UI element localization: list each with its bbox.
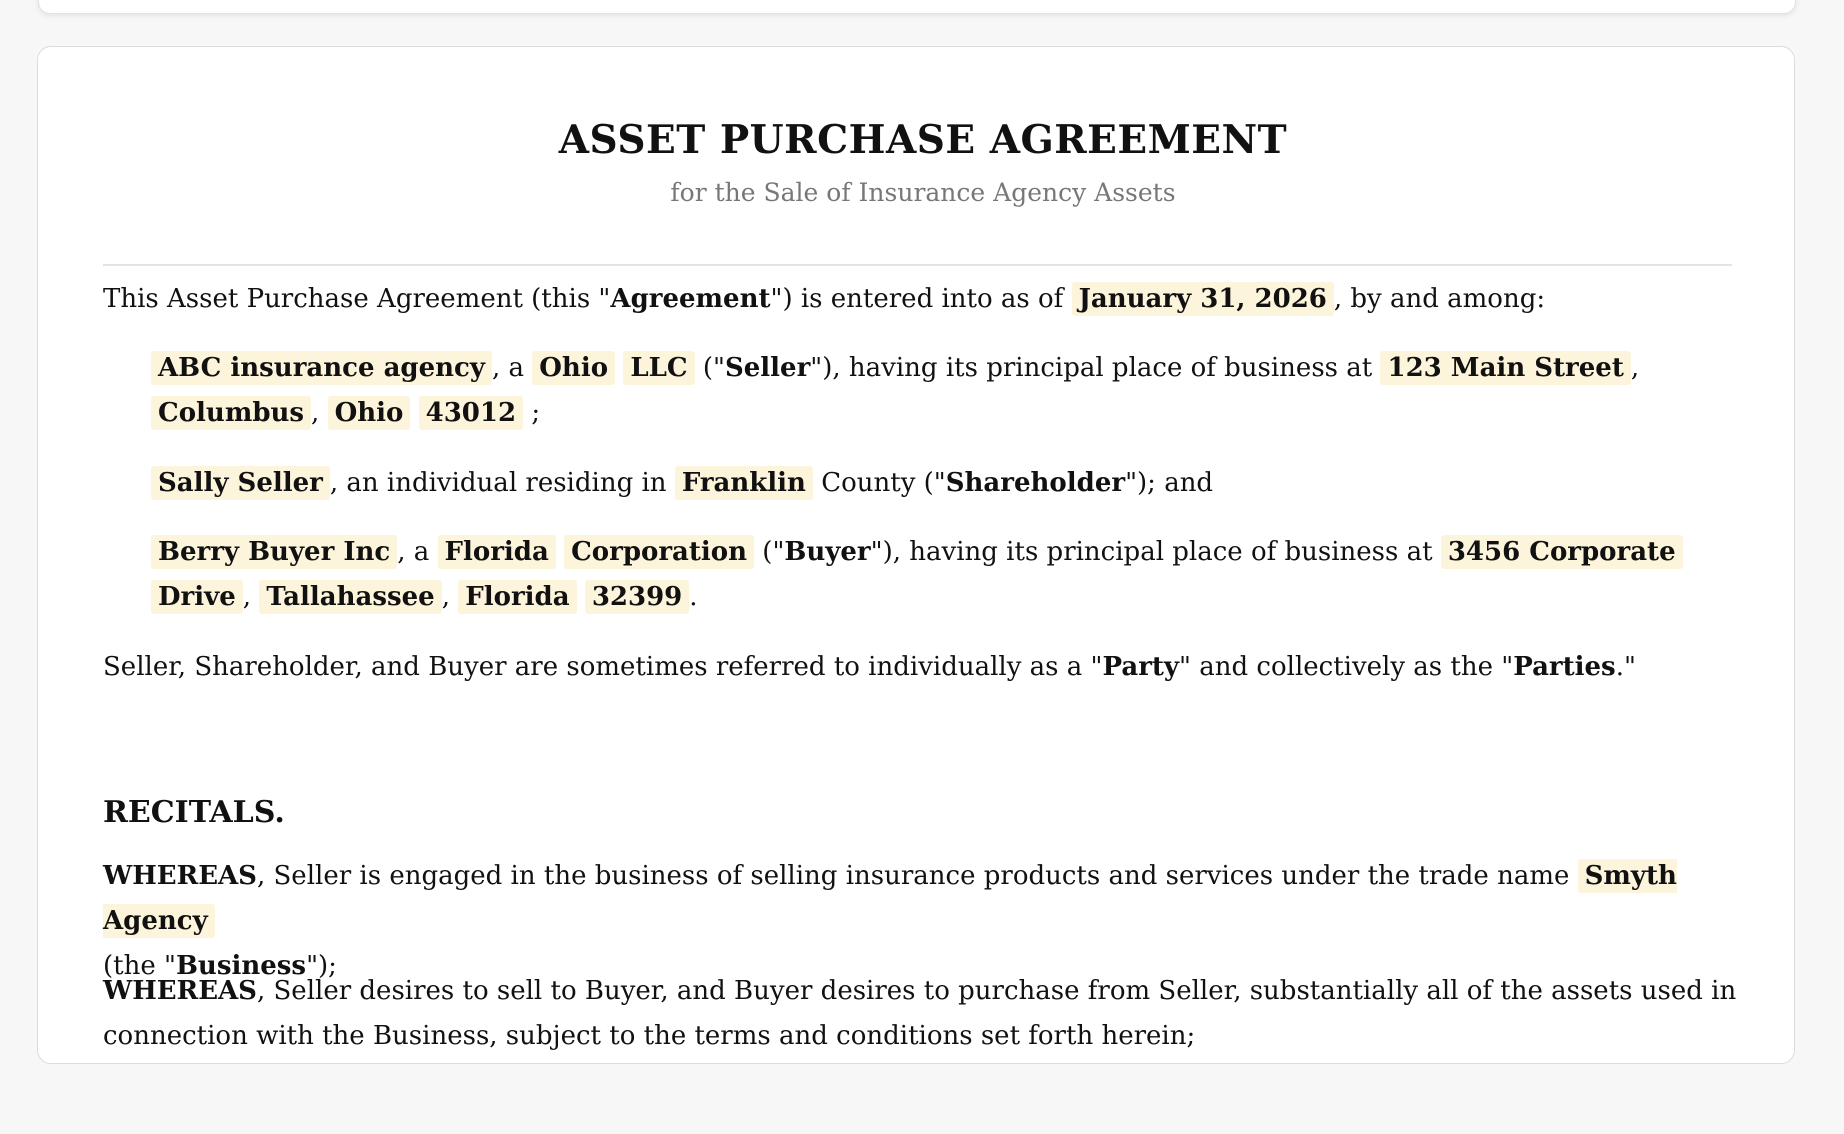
seller-paragraph: ABC insurance agency , a Ohio LLC ("Seller"), having its principal place of business at 123 Main Street , Columbus , Ohio 43012 ;	[151, 346, 1743, 436]
document-card	[37, 46, 1795, 1064]
recital-2: WHEREAS, Seller desires to sell to Buyer, and Buyer desires to purchase from Seller, substantially all of the assets used in connection with the Business, subject to the terms and conditions set forth herein;	[103, 976, 1737, 1051]
term-shareholder: Shareholder	[945, 468, 1126, 498]
field-shareholder-county[interactable]: Franklin	[675, 466, 813, 500]
whereas-1: WHEREAS	[103, 861, 257, 891]
field-seller-name[interactable]: ABC insurance agency	[151, 351, 492, 385]
title-divider	[103, 264, 1732, 266]
field-trade-name[interactable]: Smyth Agency	[103, 861, 1677, 936]
field-buyer-state[interactable]: Florida	[438, 535, 556, 569]
intro-paragraph: This Asset Purchase Agreement (this "Agreement") is entered into as of January 31, 2026 , by and among:	[103, 284, 1546, 314]
field-buyer-street[interactable]: 3456 Corporate	[1441, 535, 1683, 569]
field-shareholder-name[interactable]: Sally Seller	[151, 466, 330, 500]
whereas-2: WHEREAS	[103, 976, 257, 1006]
previous-card	[38, 0, 1796, 14]
field-seller-entity-type[interactable]: LLC	[623, 351, 694, 385]
buyer-paragraph: Berry Buyer Inc , a Florida Corporation ("Buyer"), having its principal place of business at 3456 Corporate Drive , Tallahassee , Florida 32399 .	[151, 530, 1743, 620]
term-agreement: Agreement	[610, 284, 771, 314]
parties-paragraph: Seller, Shareholder, and Buyer are sometimes referred to individually as a "Party" and collectively as the "Parties."	[103, 652, 1636, 682]
field-buyer-city[interactable]: Tallahassee	[259, 580, 441, 614]
document-subtitle: for the Sale of Insurance Agency Assets	[670, 178, 1176, 207]
term-buyer: Buyer	[784, 537, 871, 567]
field-buyer-street-cont[interactable]: Drive	[151, 580, 243, 614]
field-buyer-zip[interactable]: 32399	[585, 580, 689, 614]
field-buyer-name[interactable]: Berry Buyer Inc	[151, 535, 397, 569]
field-seller-street[interactable]: 123 Main Street	[1380, 351, 1630, 385]
field-effective-date[interactable]: January 31, 2026	[1072, 282, 1334, 316]
field-seller-state[interactable]: Ohio	[532, 351, 615, 385]
term-party: Party	[1102, 652, 1180, 682]
shareholder-paragraph: Sally Seller , an individual residing in Franklin County ("Shareholder"); and	[151, 461, 1743, 506]
field-seller-zip[interactable]: 43012	[419, 396, 523, 430]
field-buyer-address-state[interactable]: Florida	[458, 580, 576, 614]
recital-1: WHEREAS, Seller is engaged in the business of selling insurance products and services under the trade name Smyth Agency (the "Business");	[103, 861, 1677, 981]
field-seller-address-state[interactable]: Ohio	[328, 396, 411, 430]
term-business: Business	[175, 951, 307, 981]
field-buyer-entity-type[interactable]: Corporation	[564, 535, 754, 569]
term-parties: Parties	[1513, 652, 1616, 682]
document-title: ASSET PURCHASE AGREEMENT	[558, 117, 1288, 163]
recitals-heading: RECITALS.	[103, 795, 285, 830]
field-seller-city[interactable]: Columbus	[151, 396, 311, 430]
term-seller: Seller	[724, 353, 811, 383]
